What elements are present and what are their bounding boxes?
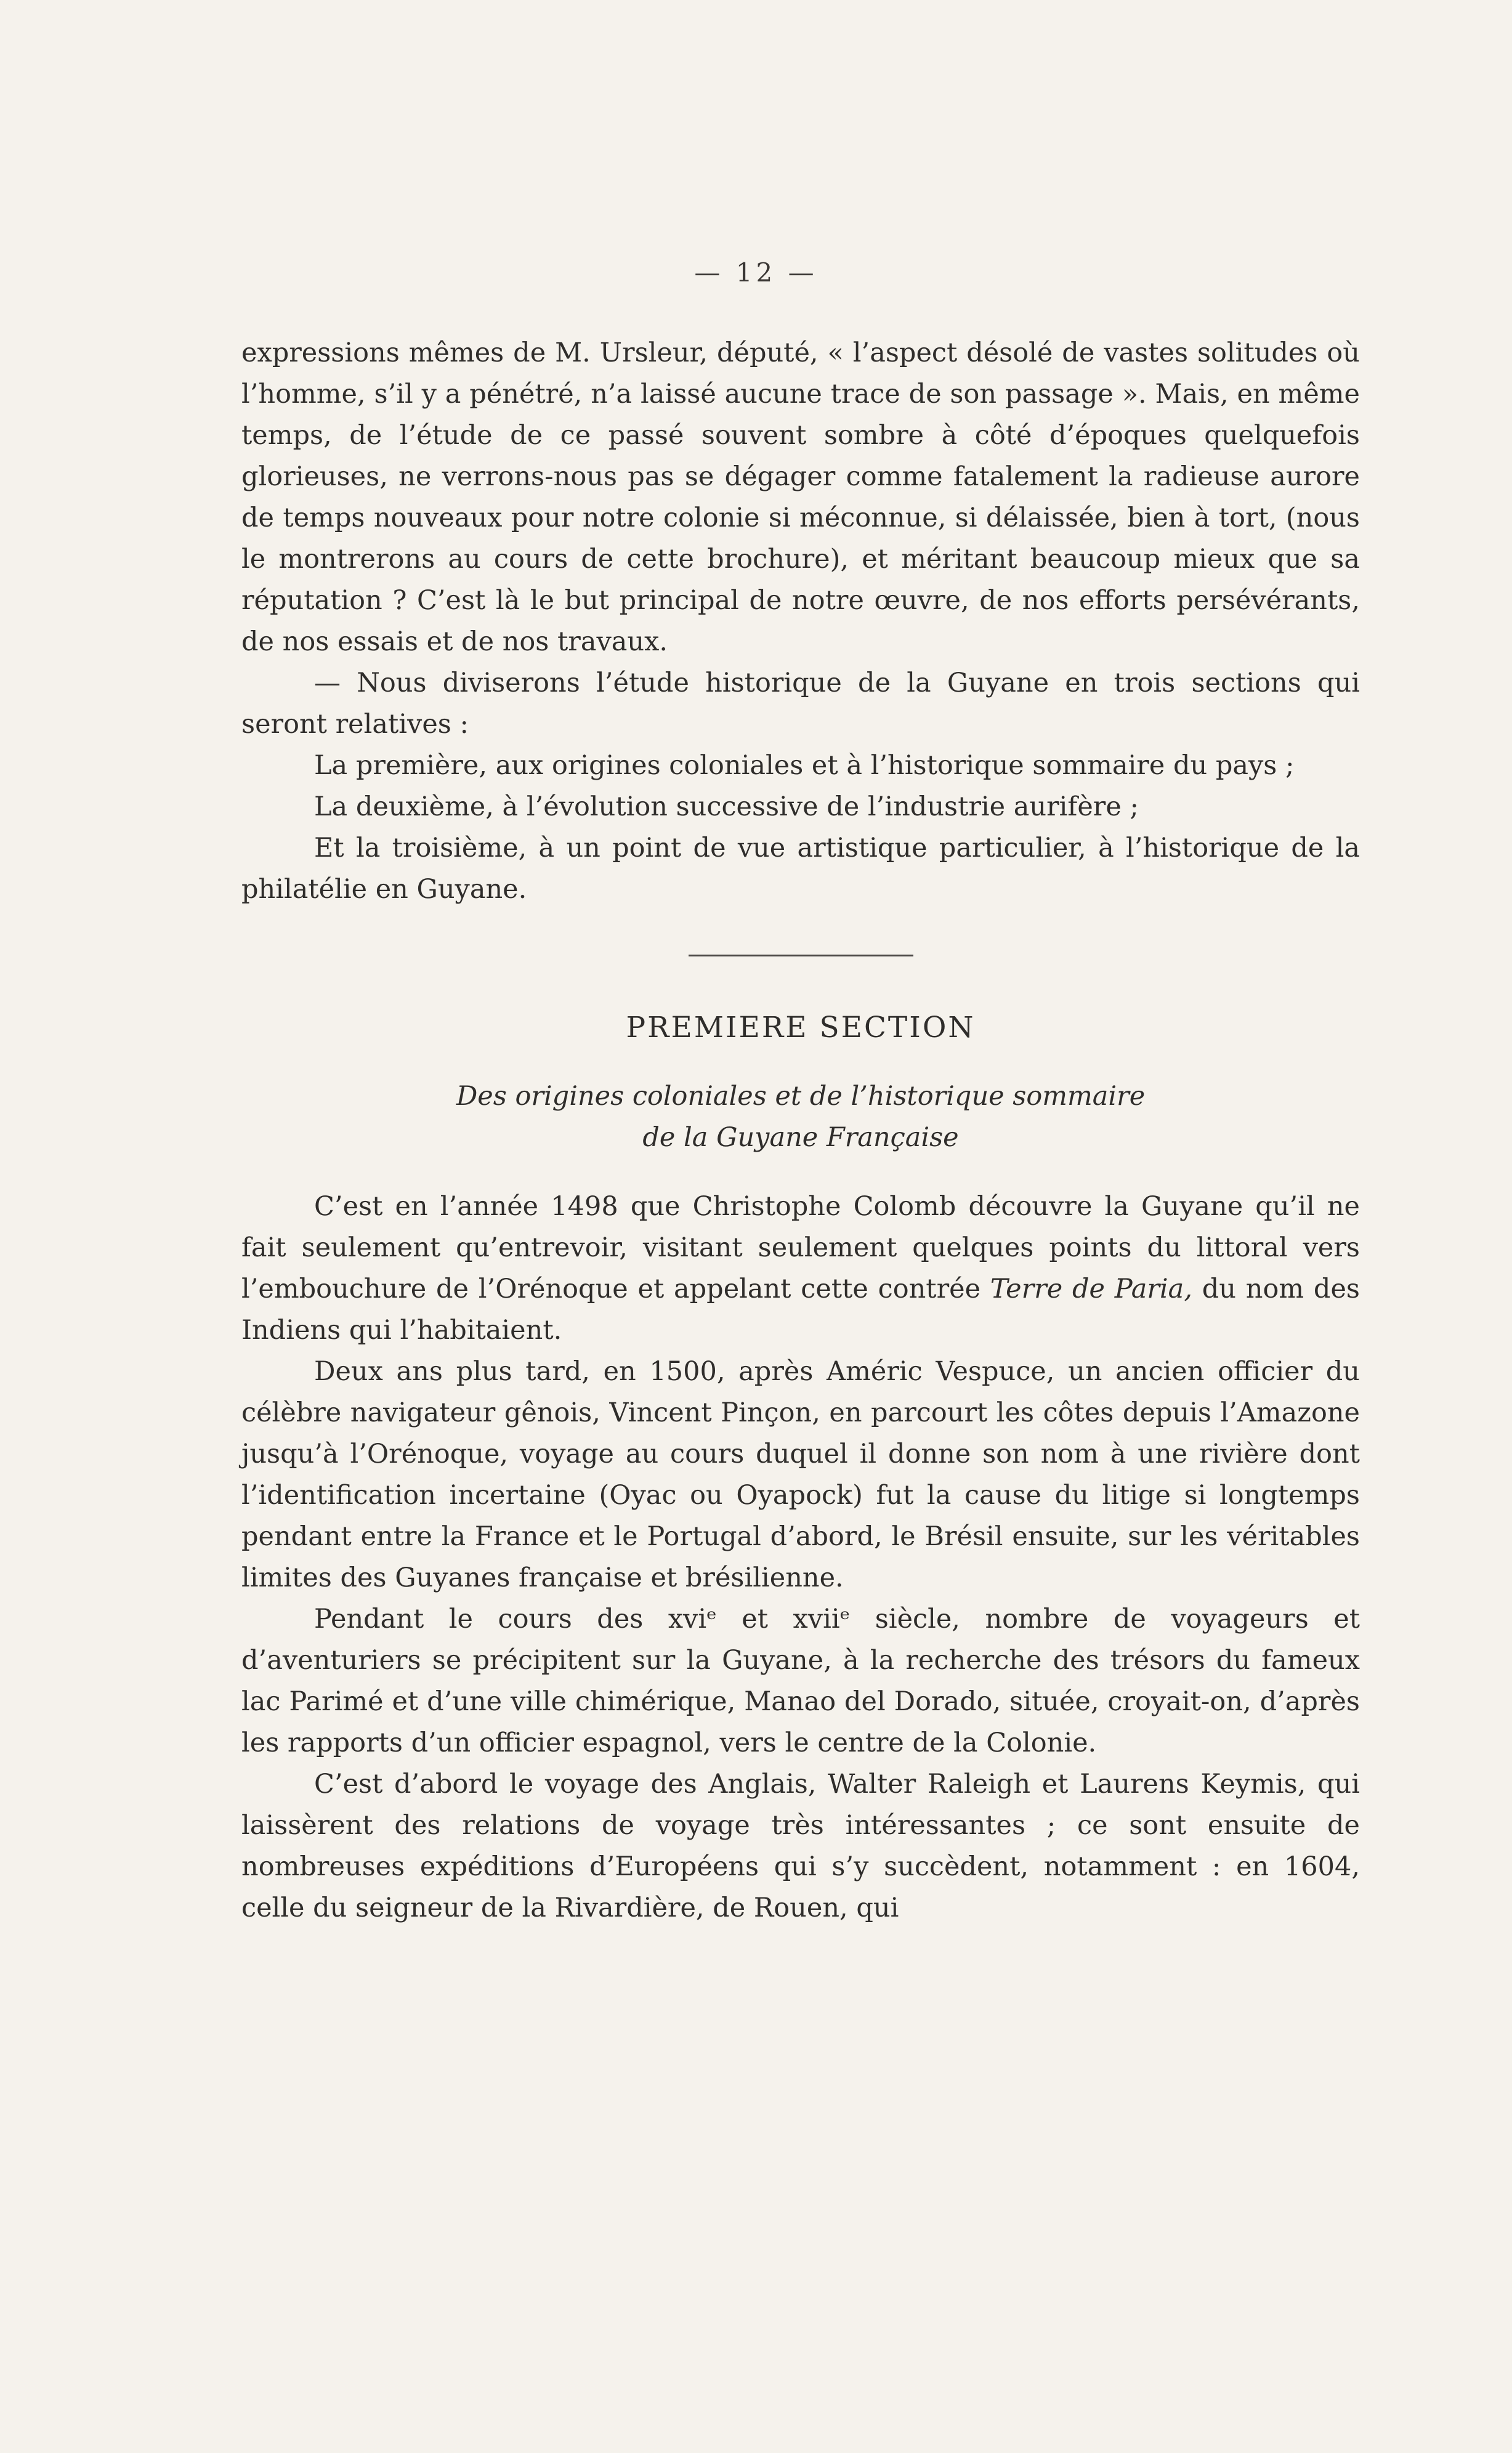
section-subtitle xyxy=(241,1076,1360,1158)
body-text: C’est en l’année 1498 que Christophe Colomb découvre la Guyane qu’il ne fait seulement qu’entrevoir, visitant seulement quelques points du littoral vers l’embouchure de l’Orénoque et appelant cette contrée xyxy=(241,1191,1360,1304)
intro-list-item: Et la troisième, à un point de vue artistique particulier, à l’historique de la philatélie en Guyane. xyxy=(241,833,1360,905)
section-divider xyxy=(689,955,913,956)
body-paragraph: Pendant le cours des xviᵉ et xviiᵉ siècle, nombre de voyageurs et d’aventuriers se précipitent sur la Guyane, à la recherche des trésors du fameux lac Parimé et d’une ville chimérique, Manao del Dorado, située, croyait-on, d’après les rapports d’un officier espagnol, vers le centre de la Colonie. xyxy=(241,1604,1360,1758)
section-subtitle-line: Des origines coloniales et de l’historique sommaire xyxy=(456,1081,1146,1112)
section-body xyxy=(241,1186,1360,1929)
page-content xyxy=(241,333,1360,1929)
page-number: — 12 — xyxy=(694,257,818,288)
section-subtitle-line: de la Guyane Française xyxy=(642,1122,959,1153)
body-paragraph xyxy=(241,1186,1360,1351)
body-paragraph: C’est d’abord le voyage des Anglais, Walter Raleigh et Laurens Keymis, qui laissèrent des relations de voyage très intéressantes ; ce sont ensuite de nombreuses expéditions d’Européens qui s’y succèdent, notamment : en 1604, celle du seigneur de la Rivardière, de Rouen, qui xyxy=(241,1769,1360,1923)
intro-list-item: La première, aux origines coloniales et à l’historique sommaire du pays ; xyxy=(314,750,1295,781)
section-title: PREMIERE SECTION xyxy=(626,1011,976,1045)
intro-paragraph: — Nous diviserons l’étude historique de la Guyane en trois sections qui seront relatives : xyxy=(241,668,1360,740)
intro-list-item: La deuxième, à l’évolution successive de l’industrie aurifère ; xyxy=(314,791,1139,822)
body-paragraph: Deux ans plus tard, en 1500, après Améric Vespuce, un ancien officier du célèbre navigateur gênois, Vincent Pinçon, en parcourt les côtes depuis l’Amazone jusqu’à l’Orénoque, voyage au cours duquel il donne son nom à une rivière dont l’identification incertaine (Oyac ou Oyapock) fut la cause du litige si longtemps pendant entre la France et le Portugal d’abord, le Brésil ensuite, sur les véritables limites des Guyanes française et brésilienne. xyxy=(241,1356,1360,1593)
intro-paragraph: expressions mêmes de M. Ursleur, député, « l’aspect désolé de vastes solitudes où l’homme, s’il y a pénétré, n’a laissé aucune trace de son passage ». Mais, en même temps, de l’étude de ce passé souvent sombre à côté d’époques quelquefois glorieuses, ne verrons-nous pas se dégager comme fatalement la radieuse aurore de temps nouveaux pour notre colonie si méconnue, si délaissée, bien à tort, (nous le montrerons au cours de cette brochure), et méritant beaucoup mieux que sa réputation ? C’est là le but principal de notre œuvre, de nos efforts persévérants, de nos essais et de nos travaux. xyxy=(241,337,1360,657)
body-text-italic: Terre de Paria, xyxy=(990,1274,1192,1304)
body-text: du nom des Indiens qui l’habitaient. xyxy=(241,1274,1360,1346)
